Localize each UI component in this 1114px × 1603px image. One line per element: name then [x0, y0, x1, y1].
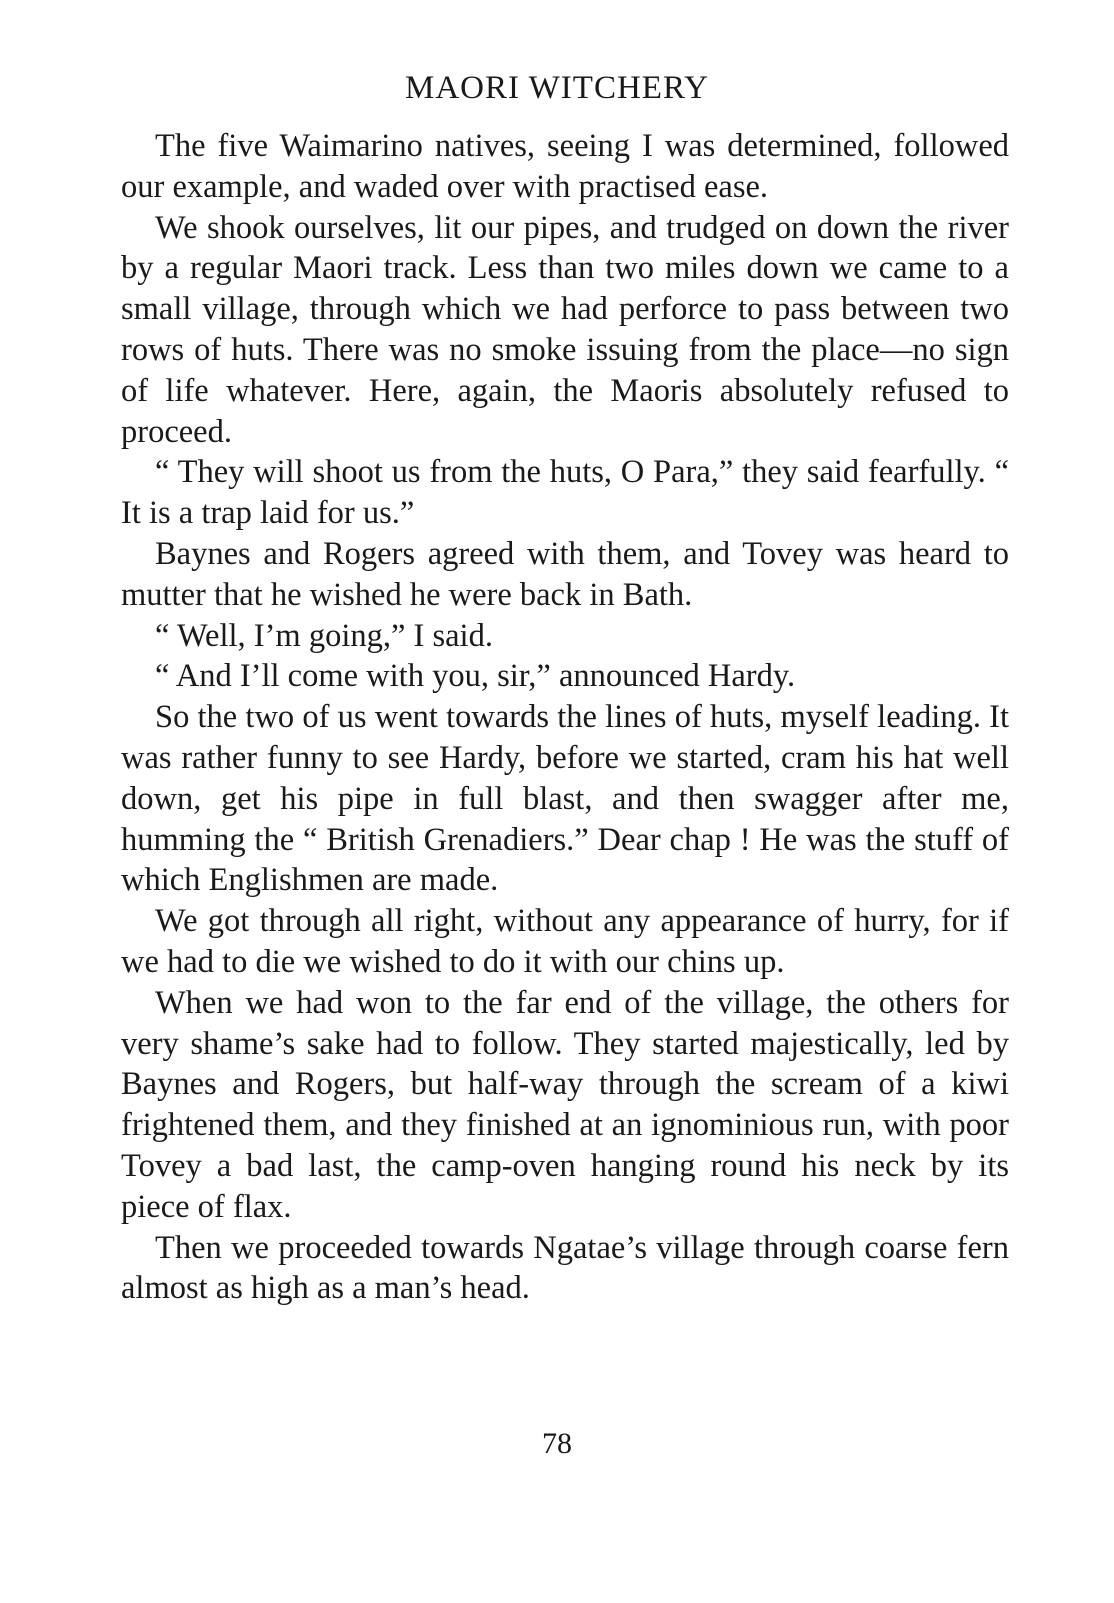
page-number: 78: [542, 1427, 572, 1460]
paragraph: So the two of us went towards the lines of huts, myself leading. It was rather funny to see Hardy, before we started, cram his hat well down, get his pipe in full blast, and then swagger after me, humming the “ British Grenadiers.” Dear chap ! He was the stuff of which Englishmen are made.: [121, 699, 1009, 899]
paragraph: We shook ourselves, lit our pipes, and trudged on down the river by a regular Maori track. Less than two miles down we came to a small village, through which we had perforce to pass between two rows of huts. There was no smoke issuing from the place—no sign of life whatever. Here, again, the Maoris absolutely refused to proceed.: [121, 209, 1009, 450]
paragraph: We got through all right, without any appearance of hurry, for if we had to die we wished to do it with our chins up.: [121, 903, 1009, 980]
paragraph: “ Well, I’m going,” I said.: [155, 617, 493, 654]
paragraph: “ They will shoot us from the huts, O Para,” they said fearfully. “ It is a trap laid for us.”: [121, 454, 1009, 532]
body-text: [121, 126, 1009, 1309]
paragraph: The five Waimarino natives, seeing I was determined, followed our example, and waded over with practised ease.: [121, 128, 1009, 205]
running-head: MAORI WITCHERY: [405, 70, 709, 106]
paragraph: Baynes and Rogers agreed with them, and Tovey was heard to mutter that he wished he were back in Bath.: [121, 535, 1009, 613]
paragraph: When we had won to the far end of the village, the others for very shame’s sake had to follow. They started majestically, led by Baynes and Rogers, but half-way through the scream of a kiwi frightened them, and they finished at an ignominious run, with poor Tovey a bad last, the camp-oven hanging round his neck by its piece of flax.: [121, 984, 1009, 1225]
paragraph: “ And I’ll come with you, sir,” announced Hardy.: [155, 658, 796, 695]
paragraph: Then we proceeded towards Ngatae’s village through coarse fern almost as high as a man’s head.: [121, 1229, 1009, 1307]
